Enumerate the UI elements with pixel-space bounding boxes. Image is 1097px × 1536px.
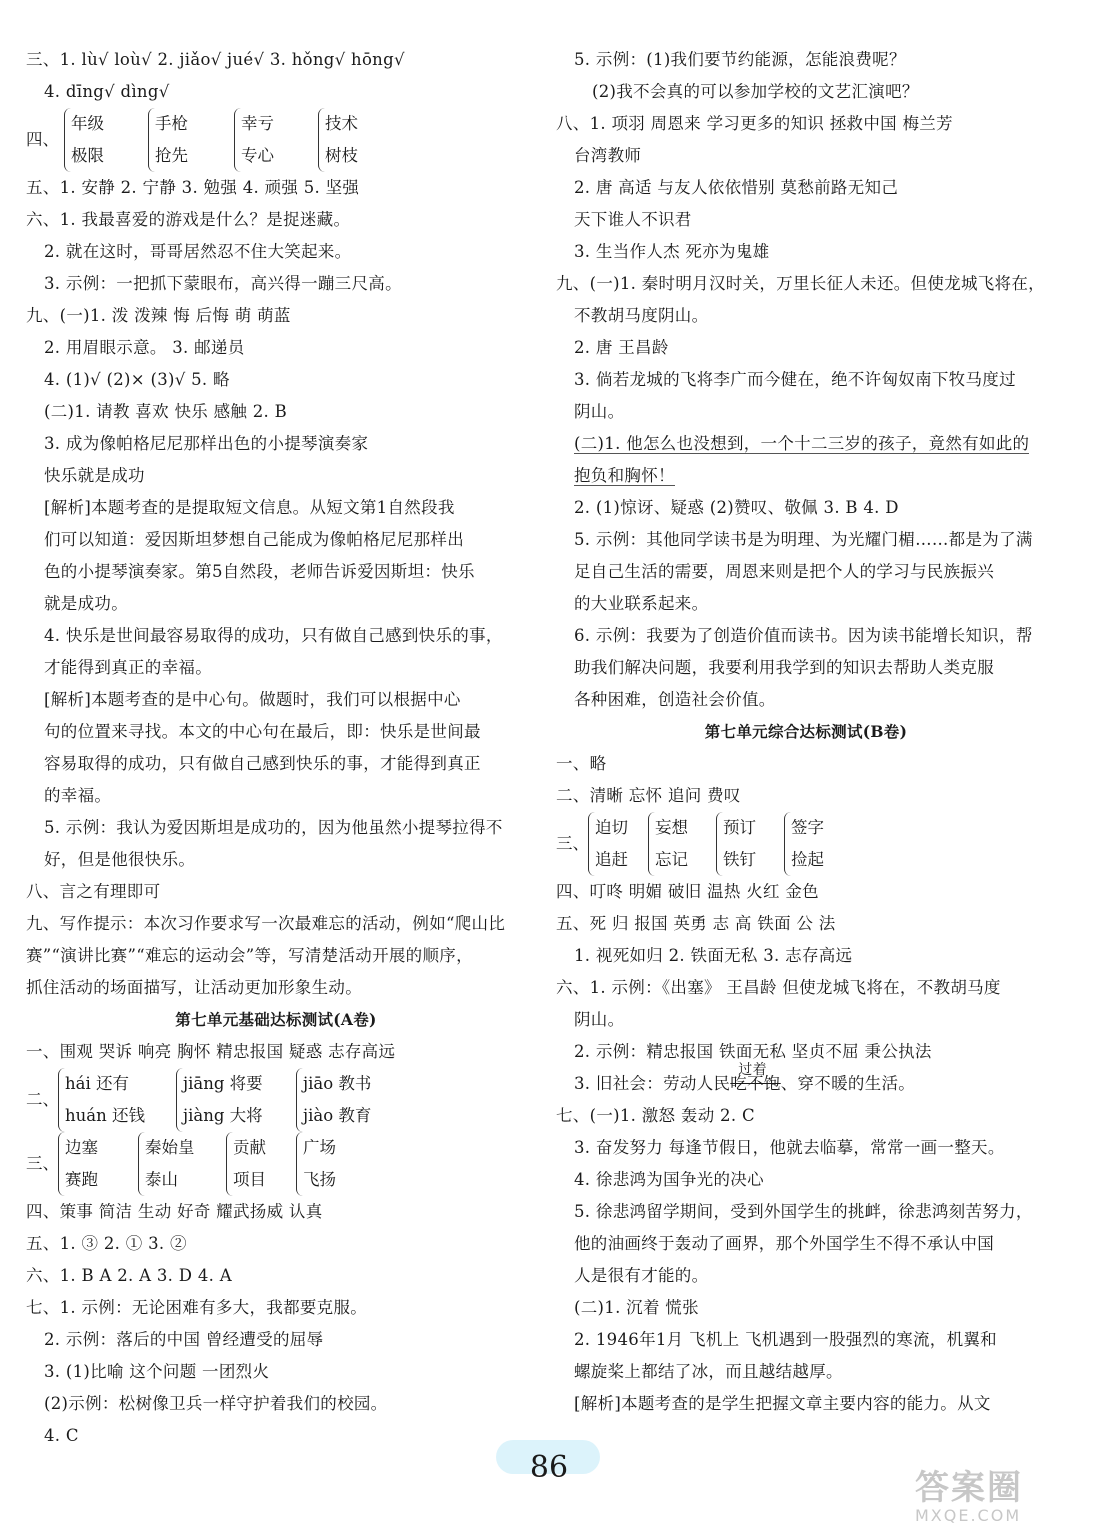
answer-line: 足自己生活的需要，周恩来则是把个人的学习与民族振兴: [574, 562, 994, 581]
word-pair: 签字 捡起: [784, 812, 824, 876]
word-pair: 手枪 抢先: [148, 108, 188, 172]
word-pair: jiāng 将要 jiàng 大将: [176, 1068, 263, 1132]
answer-line: 三、1. lù√ loù√ 2. jiǎo√ jué√ 3. hǒng√ hōng√: [26, 50, 405, 69]
word-pair: hái 还有 huán 还钱: [58, 1068, 145, 1132]
answer-line: 2. 1946年1月 飞机上 飞机遇到一股强烈的寒流，机翼和: [574, 1330, 997, 1349]
answer-line: 4. (1)√ (2)× (3)√ 5. 略: [44, 370, 230, 389]
answer-line: 5. 示例：(1)我们要节约能源，怎能浪费呢？: [574, 50, 906, 69]
word-group-3: [556, 812, 1056, 876]
answer-line: [556, 460, 1056, 492]
struck-text: 吃不饱: [730, 1074, 781, 1093]
answer-line: 3. 成为像帕格尼尼那样出色的小提琴演奏家: [44, 434, 369, 453]
answer-line: 八、言之有理即可: [26, 882, 161, 901]
word-pair: 秦始皇 泰山: [138, 1132, 195, 1196]
answer-line: 六、1. B A 2. A 3. D 4. A: [26, 1266, 232, 1285]
answer-line: 五、死 归 报国 英勇 志 高 铁面 公 法: [556, 914, 836, 933]
answer-line: 不教胡马度阴山。: [574, 306, 709, 325]
section-heading: 第七单元综合达标测试(B卷): [704, 722, 908, 741]
answer-line: 2. 就在这时，哥哥居然忍不住大笑起来。: [44, 242, 352, 261]
group-label: 二、: [26, 1090, 59, 1109]
word-pair: 预订 铁钉: [716, 812, 756, 876]
answer-line: 一、围观 哭诉 响亮 胸怀 精忠报国 疑惑 志存高远: [26, 1042, 396, 1061]
word-pair: 边塞 赛跑: [58, 1132, 98, 1196]
group-label: 四、: [26, 130, 59, 149]
answer-line: 七、1. 示例：无论困难有多大，我都要克服。: [26, 1298, 368, 1317]
answer-line: 2. 示例：精忠报国 铁面无私 坚贞不屈 秉公执法: [574, 1042, 932, 1061]
answer-line: 台湾教师: [574, 146, 642, 165]
answer-line: 赛”“演讲比赛”“难忘的运动会”等，写清楚活动开展的顺序，: [26, 946, 473, 965]
analysis-line: 就是成功。: [44, 594, 128, 613]
answer-line: 3. 生当作人杰 死亦为鬼雄: [574, 242, 770, 261]
answer-line: 3. 倘若龙城的飞将李广而今健在，绝不许匈奴南下牧马度过: [574, 370, 1016, 389]
answer-line: 1. 视死如归 2. 铁面无私 3. 志存高远: [574, 946, 853, 965]
answer-line: 六、1. 示例：《出塞》 王昌龄 但使龙城飞将在，不教胡马度: [556, 978, 1001, 997]
analysis-line: [解析]本题考查的是学生把握文章主要内容的能力。从文: [574, 1394, 991, 1413]
analysis-line: 的幸福。: [44, 786, 112, 805]
word-pair: jiāo 教书 jiào 教育: [296, 1068, 371, 1132]
handwritten-correction: 过着: [738, 1062, 767, 1078]
answer-line: (2)我不会真的可以参加学校的文艺汇演吧？: [592, 82, 919, 101]
word-pair: 技术 树枝: [318, 108, 358, 172]
answer-line: 4. C: [44, 1426, 79, 1445]
analysis-line: 句的位置来寻找。本文的中心句在最后，即：快乐是世间最: [44, 722, 481, 741]
answer-line: (2)示例：松树像卫兵一样守护着我们的校园。: [44, 1394, 388, 1413]
answer-line: 5. 示例：其他同学读书是为明理、为光耀门楣……都是为了满: [574, 530, 1033, 549]
answer-line: 九、写作提示：本次习作要求写一次最难忘的活动，例如“爬山比: [26, 914, 506, 933]
answer-line: 五、1. 安静 2. 宁静 3. 勉强 4. 顽强 5. 坚强: [26, 178, 360, 197]
watermark-text: 答案圈: [915, 1468, 1023, 1508]
answer-line: 人是很有才能的。: [574, 1266, 709, 1285]
answer-line: 他的油画终于轰动了画界，那个外国学生不得不承认中国: [574, 1234, 994, 1253]
answer-line: 抓住活动的场面描写，让活动更加形象生动。: [26, 978, 362, 997]
answer-line: 3. (1)比喻 这个问题 一团烈火: [44, 1362, 270, 1381]
answer-line: 四、叮咚 明媚 破旧 温热 火红 金色: [556, 882, 819, 901]
answer-text: 、穿不暖的生活。: [780, 1074, 916, 1093]
pinyin-group-2: [26, 1068, 526, 1132]
underlined-answer: (二)1. 他怎么也没想到，一个十二三岁的孩子，竟然有如此的: [574, 434, 1030, 453]
answer-line: 4. 徐悲鸿为国争光的决心: [574, 1170, 764, 1189]
page-number: 86: [529, 1450, 569, 1485]
answer-line: 九、(一)1. 秦时明月汉时关，万里长征人未还。但使龙城飞将在，: [556, 274, 1045, 293]
answer-line: 的大业联系起来。: [574, 594, 709, 613]
answer-line: 八、1. 项羽 周恩来 学习更多的知识 拯救中国 梅兰芳: [556, 114, 953, 133]
word-pair: 贡献 项目: [226, 1132, 266, 1196]
analysis-line: [解析]本题考查的是提取短文信息。从短文第1自然段我: [44, 498, 455, 517]
answer-line: 5. 徐悲鸿留学期间，受到外国学生的挑衅，徐悲鸿刻苦努力，: [574, 1202, 1033, 1221]
answer-line: 快乐就是成功: [44, 466, 145, 485]
answer-line: 五、1. ③ 2. ① 3. ②: [26, 1234, 187, 1253]
group-label: 三、: [26, 1154, 59, 1173]
section-heading: 第七单元基础达标测试(A卷): [175, 1010, 377, 1029]
answer-line: 四、策事 简洁 生动 好奇 耀武扬威 认真: [26, 1202, 323, 1221]
answer-line: 6. 示例：我要为了创造价值而读书。因为读书能增长知识，帮: [574, 626, 1033, 645]
analysis-line: 们可以知道：爱因斯坦梦想自己能成为像帕格尼尼那样出: [44, 530, 464, 549]
answer-line: 一、略: [556, 754, 607, 773]
left-column: [26, 44, 526, 1452]
answer-line: 六、1. 我最喜爱的游戏是什么？是捉迷藏。: [26, 210, 351, 229]
word-pair: 广场 飞扬: [296, 1132, 336, 1196]
answer-line: [556, 428, 1056, 460]
answer-line: 4. dīng√ dìng√: [44, 82, 170, 101]
analysis-line: 容易取得的成功，只有做自己感到快乐的事，才能得到真正: [44, 754, 481, 773]
answer-line: 2. 用眉眼示意。 3. 邮递员: [44, 338, 245, 357]
word-pair: 年级 极限: [64, 108, 104, 172]
word-pair: 幸亏 专心: [234, 108, 274, 172]
answer-line: 各种困难，创造社会价值。: [574, 690, 776, 709]
answer-line: 3. 奋发努力 每逢节假日，他就去临摹，常常一画一整天。: [574, 1138, 1005, 1157]
analysis-line: 色的小提琴演奏家。第5自然段，老师告诉爱因斯坦：快乐: [44, 562, 475, 581]
answer-line: 阴山。: [574, 402, 625, 421]
right-column: [556, 44, 1056, 1420]
answer-line: 3. 示例：一把抓下蒙眼布，高兴得一蹦三尺高。: [44, 274, 402, 293]
watermark-url: MXQE.COM: [915, 1506, 1022, 1525]
answer-line: 2. 唐 高适 与友人依依惜别 莫愁前路无知己: [574, 178, 899, 197]
group-label: 三、: [556, 834, 589, 853]
answer-line: 天下谁人不识君: [574, 210, 692, 229]
answer-line: 螺旋桨上都结了冰，而且越结越厚。: [574, 1362, 843, 1381]
answer-line: [556, 1062, 1056, 1100]
answer-line: 才能得到真正的幸福。: [44, 658, 212, 677]
word-group-3: [26, 1132, 526, 1196]
answer-line: 助我们解决问题，我要利用我学到的知识去帮助人类克服: [574, 658, 994, 677]
answer-line: 2. (1)惊讶、疑惑 (2)赞叹、敬佩 3. B 4. D: [574, 498, 899, 517]
word-group-4: [26, 108, 526, 172]
answer-line: 4. 快乐是世间最容易取得的成功，只有做自己感到快乐的事，: [44, 626, 503, 645]
answer-line: 5. 示例：我认为爱因斯坦是成功的，因为他虽然小提琴拉得不: [44, 818, 503, 837]
answer-line: 2. 示例：落后的中国 曾经遭受的屈辱: [44, 1330, 324, 1349]
answer-line: 七、(一)1. 激怒 轰动 2. C: [556, 1106, 755, 1125]
answer-line: (二)1. 请教 喜欢 快乐 感触 2. B: [44, 402, 288, 421]
answer-line: 二、清晰 忘怀 追问 费叹: [556, 786, 741, 805]
watermark-logo: [915, 1470, 1085, 1530]
word-pair: 迫切 追赶: [588, 812, 628, 876]
answer-line: 阴山。: [574, 1010, 625, 1029]
underlined-answer: 抱负和胸怀！: [574, 466, 675, 485]
analysis-line: [解析]本题考查的是中心句。做题时，我们可以根据中心: [44, 690, 461, 709]
answer-line: 好，但是他很快乐。: [44, 850, 196, 869]
answer-text: 3. 旧社会：劳动人民: [574, 1074, 731, 1093]
word-pair: 妄想 忘记: [648, 812, 688, 876]
answer-line: (二)1. 沉着 慌张: [574, 1298, 699, 1317]
answer-line: 2. 唐 王昌龄: [574, 338, 669, 357]
answer-line: 九、(一)1. 泼 泼辣 悔 后悔 萌 萌蓝: [26, 306, 291, 325]
